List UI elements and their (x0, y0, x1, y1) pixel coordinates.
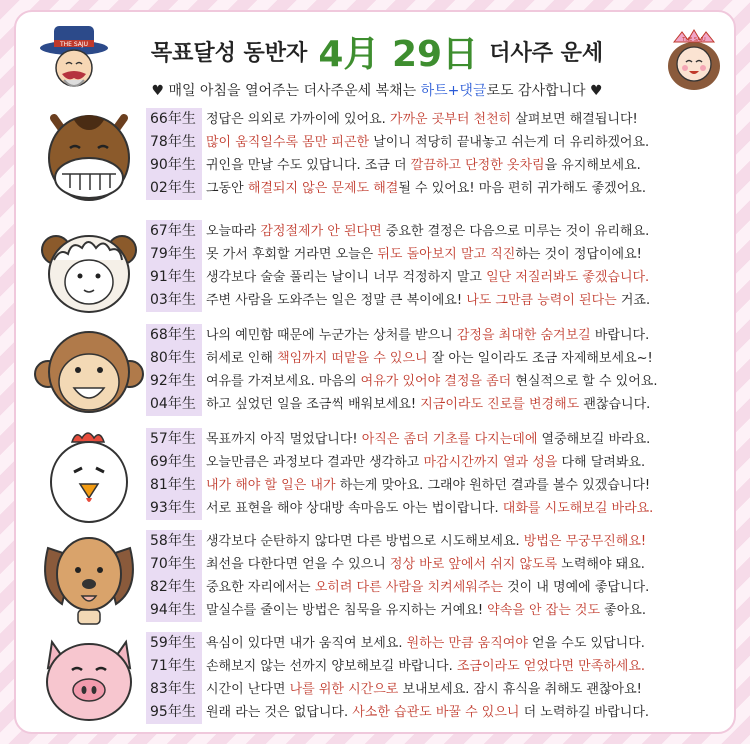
fortune-text: 다해 달려봐요. (557, 455, 646, 470)
group-monkey (16, 324, 736, 422)
fortune-highlight-text: 정상 바로 앞에서 쉬지 않도록 (389, 557, 558, 572)
fortune-text: 하는 것이 정답이에요! (515, 247, 642, 262)
horse-icon (34, 108, 154, 206)
title-row (16, 26, 736, 76)
fortune-row (146, 108, 732, 131)
fortune-highlight-text: 지금이라도 진로를 변경해도 (420, 397, 580, 412)
mascot-left-label: THE SAJU (59, 41, 89, 48)
fortune-row (146, 599, 732, 622)
fortune-row (146, 177, 732, 200)
fortune-text: 바랍니다. (590, 328, 650, 343)
fortune-text: 중요한 자리에서는 (206, 580, 315, 595)
fortune-text: 손해보지 않는 선까지 양보해보길 바랍니다. (206, 659, 457, 674)
rows-pig (146, 632, 732, 724)
fortune-row (146, 266, 732, 289)
rows-horse (146, 108, 732, 200)
birth-year-label: 92年生 (146, 370, 202, 393)
fortune-highlight-text: 방법은 무궁무진해요! (523, 534, 647, 549)
fortune-text: 생각보다 순탄하지 않다면 다른 방법으로 시도해보세요. (206, 534, 524, 549)
fortune-row (146, 243, 732, 266)
birth-year-label: 81年生 (146, 474, 202, 497)
fortune-text: 얻을 수도 있답니다. (527, 636, 645, 651)
rows-monkey (146, 324, 732, 416)
birth-year-label: 70年生 (146, 553, 202, 576)
fortune-row (146, 497, 732, 520)
pig-icon (34, 632, 154, 730)
fortune-text: 보내보세요. 잠시 휴식을 취해도 괜찮아요! (398, 682, 642, 697)
fortune-highlight-text: 감정을 최대한 숨겨보길 (456, 328, 591, 343)
fortune-text: 거죠. (616, 293, 651, 308)
birth-year-label: 82年生 (146, 576, 202, 599)
group-pig (16, 632, 736, 730)
fortune-highlight-text: 약속을 안 잡는 것도 (487, 603, 601, 618)
rows-sheep (146, 220, 732, 312)
rows-rooster (146, 428, 732, 520)
birth-year-label: 95年生 (146, 701, 202, 724)
fortune-text: 좋아요. (600, 603, 646, 618)
fortune-text: 을 유지해보세요. (544, 158, 641, 173)
fortune-text: 노력해야 돼요. (557, 557, 645, 572)
group-sheep (16, 220, 736, 318)
fortune-highlight-text: 해결되지 않은 문제도 해결 (247, 181, 399, 196)
fortune-text: 것이 내 명예에 좋답니다. (502, 580, 650, 595)
fortune-text: 욕심이 있다면 내가 움직여 보세요. (206, 636, 407, 651)
subtitle-pre: ♥ 매일 아침을 열어주는 더사주운세 복채는 (151, 83, 421, 99)
fortune-text: 시간이 난다면 (206, 682, 290, 697)
fortune-card (14, 10, 736, 734)
birth-year-label: 67年生 (146, 220, 202, 243)
fortune-text: 허세로 인해 (206, 351, 278, 366)
fortune-highlight-text: 아직은 좀더 기초를 다지는데에 (361, 432, 538, 447)
fortune-highlight-text: 여유가 있어야 결정을 좀더 (360, 374, 512, 389)
fortune-highlight-text: 나도 그만큼 능력이 된다는 (466, 293, 617, 308)
birth-year-label: 80年生 (146, 347, 202, 370)
group-dog (16, 530, 736, 628)
title-prefix: 목표달성 동반자 (150, 41, 308, 66)
subtitle-highlight: 하트+댓글 (420, 83, 487, 99)
fortune-row (146, 701, 732, 724)
fortune-highlight-text: 내가 해야 할 일은 내가 (206, 478, 336, 493)
fortune-text: 그동안 (206, 181, 248, 196)
birth-year-label: 79年生 (146, 243, 202, 266)
birth-year-label: 59年生 (146, 632, 202, 655)
fortune-text: 중요한 결정은 다음으로 미루는 것이 유리해요. (381, 224, 650, 239)
fortune-row (146, 474, 732, 497)
fortune-row (146, 220, 732, 243)
fortune-text: 오늘따라 (206, 224, 261, 239)
group-horse (16, 108, 736, 206)
fortune-highlight-text: 일단 저질러봐도 좋겠습니다. (486, 270, 650, 285)
fortune-text: 열중해보길 바라요. (537, 432, 651, 447)
fortune-text: 주변 사람을 도와주는 일은 정말 큰 복이에요! (206, 293, 467, 308)
fortune-text: 될 수 있어요! 마음 편히 귀가해도 좋겠어요. (398, 181, 646, 196)
rooster-icon (34, 428, 154, 526)
fortune-highlight-text: 대화를 시도해보길 바라요. (502, 501, 654, 516)
fortune-text: 원래 라는 것은 없답니다. (206, 705, 353, 720)
fortune-row (146, 655, 732, 678)
fortune-row (146, 576, 732, 599)
fortune-highlight-text: 사소한 습관도 바꿀 수 있으니 (352, 705, 520, 720)
fortune-row (146, 678, 732, 701)
sheep-icon (34, 220, 154, 318)
fortune-row (146, 324, 732, 347)
group-rooster (16, 428, 736, 526)
fortune-highlight-text: 오히려 다른 사람을 치켜세워주는 (314, 580, 503, 595)
fortune-highlight-text: 많이 움직일수록 몸만 피곤한 (206, 135, 370, 150)
fortune-text: 괜찮습니다. (579, 397, 651, 412)
fortune-highlight-text: 책임까지 떠맡을 수 있으니 (277, 351, 428, 366)
birth-year-label: 58年生 (146, 530, 202, 553)
fortune-row (146, 451, 732, 474)
fortune-text: 못 가서 후회할 거라면 오늘은 (206, 247, 378, 262)
fortune-text: 여유를 가져보세요. 마음의 (206, 374, 361, 389)
subtitle-post: 로도 감사합니다 ♥ (486, 83, 603, 99)
birth-year-label: 78年生 (146, 131, 202, 154)
fortune-text: 살펴보면 해결됩니다! (511, 112, 638, 127)
fortune-text: 생각보다 술술 풀리는 날이니 너무 걱정하지 말고 (206, 270, 487, 285)
birth-year-label: 02年生 (146, 177, 202, 200)
birth-year-label: 83年生 (146, 678, 202, 701)
birth-year-label: 94年生 (146, 599, 202, 622)
birth-year-label: 91年生 (146, 266, 202, 289)
birth-year-label: 90年生 (146, 154, 202, 177)
fortune-text: 목표까지 아직 멀었답니다! (206, 432, 362, 447)
mascot-right-label: THE SAJU (682, 37, 706, 43)
fortune-text: 하는게 맞아요. 그래야 원하던 결과를 볼수 있겠습니다! (335, 478, 651, 493)
fortune-highlight-text: 감정절제가 안 된다면 (260, 224, 382, 239)
fortune-highlight-text: 나를 위한 시간으로 (289, 682, 399, 697)
fortune-text: 하고 싶었던 일을 조금씩 배워보세요! (206, 397, 421, 412)
fortune-text: 현실적으로 할 수 있어요. (511, 374, 658, 389)
birth-year-label: 68年生 (146, 324, 202, 347)
fortune-highlight-text: 조금이라도 얻었다면 만족하세요. (456, 659, 646, 674)
fortune-text: 오늘만큼은 과정보다 결과만 생각하고 (206, 455, 424, 470)
birth-year-label: 57年生 (146, 428, 202, 451)
rows-dog (146, 530, 732, 622)
title-suffix: 더사주 운세 (489, 41, 604, 66)
fortune-text: 잘 아는 일이라도 조금 자제해보세요~! (427, 351, 653, 366)
fortune-highlight-text: 마감시간까지 열과 성을 (423, 455, 558, 470)
fortune-row (146, 393, 732, 416)
fortune-row (146, 370, 732, 393)
birth-year-label: 93年生 (146, 497, 202, 520)
fortune-text: 나의 예민함 때문에 누군가는 상처를 받으니 (206, 328, 457, 343)
subtitle (16, 80, 736, 100)
fortune-text: 말실수를 줄이는 방법은 침묵을 유지하는 거예요! (206, 603, 488, 618)
birth-year-label: 04年生 (146, 393, 202, 416)
fortune-text: 귀인을 만날 수도 있답니다. 조금 더 (206, 158, 411, 173)
fortune-highlight-text: 뒤도 돌아보지 말고 직진 (377, 247, 516, 262)
fortune-highlight-text: 깔끔하고 단정한 옷차림 (410, 158, 545, 173)
fortune-row (146, 553, 732, 576)
birth-year-label: 71年生 (146, 655, 202, 678)
monkey-icon (34, 324, 154, 422)
birth-year-label: 66年生 (146, 108, 202, 131)
title-date: 4月 29日 (318, 34, 479, 75)
fortune-text: 최선을 다한다면 얻을 수 있으니 (206, 557, 390, 572)
fortune-highlight-text: 원하는 만큼 움직여야 (406, 636, 528, 651)
fortune-text: 서로 표현을 해야 상대방 속마음도 아는 법이랍니다. (206, 501, 503, 516)
fortune-row (146, 530, 732, 553)
fortune-text: 정답은 의외로 가까이에 있어요. (206, 112, 390, 127)
fortune-row (146, 289, 732, 312)
fortune-row (146, 428, 732, 451)
fortune-row (146, 347, 732, 370)
dog-icon (34, 530, 154, 628)
fortune-highlight-text: 가까운 곳부터 천천히 (389, 112, 512, 127)
fortune-row (146, 131, 732, 154)
fortune-text: 더 노력하길 바랍니다. (519, 705, 650, 720)
birth-year-label: 69年生 (146, 451, 202, 474)
fortune-text: 날이니 적당히 끝내놓고 쉬는게 더 유리하겠어요. (369, 135, 650, 150)
fortune-row (146, 154, 732, 177)
birth-year-label: 03年生 (146, 289, 202, 312)
fortune-row (146, 632, 732, 655)
